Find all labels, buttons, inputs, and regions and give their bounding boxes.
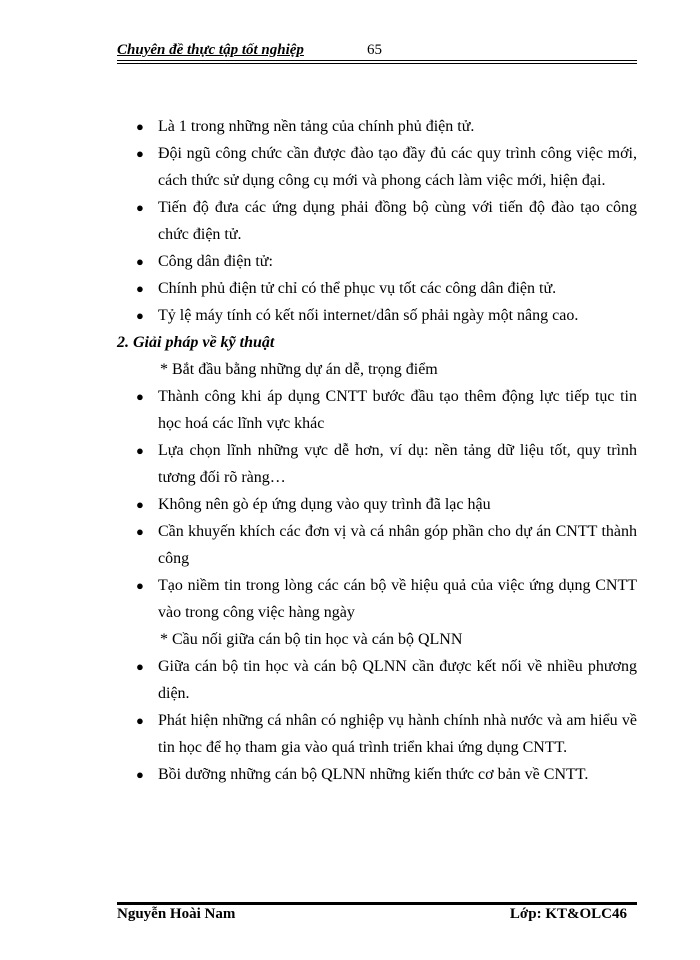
list-item: ● Giữa cán bộ tin học và cán bộ QLNN cần được kết nối về nhiều phương diện. <box>117 653 637 707</box>
header-rule <box>117 60 637 61</box>
bullet-icon: ● <box>136 308 144 323</box>
bullet-icon: ● <box>136 659 144 674</box>
footer-author: Nguyễn Hoài Nam <box>117 906 236 922</box>
list-item: ● Không nên gò ép ứng dụng vào quy trình đã lạc hậu <box>117 491 637 518</box>
list-item: ● Bồi dưỡng những cán bộ QLNN những kiến thức cơ bản về CNTT. <box>117 761 637 788</box>
bullet-icon: ● <box>136 119 144 134</box>
list-item: ● Công dân điện tử: <box>117 248 637 275</box>
list-item: ● Thành công khi áp dụng CNTT bước đầu tạo thêm động lực tiếp tục tin học hoá các lĩnh vực khác <box>117 383 637 437</box>
bullet-icon: ● <box>136 524 144 539</box>
list-item: ● Tạo niềm tin trong lòng các cán bộ về hiệu quả của việc ứng dụng CNTT vào trong công việc hàng ngày <box>117 572 637 626</box>
footer-rule <box>117 902 637 905</box>
document-body <box>117 113 637 788</box>
bullet-icon: ● <box>136 443 144 458</box>
page-header <box>117 42 637 60</box>
header-rule-secondary <box>117 63 637 64</box>
bullet-icon: ● <box>136 254 144 269</box>
list-item: ● Chính phủ điện tử chỉ có thể phục vụ tốt các công dân điện tử. <box>117 275 637 302</box>
footer-class: Lớp: KT&OLC46 <box>509 906 627 922</box>
bullet-icon: ● <box>136 146 144 161</box>
bullet-icon: ● <box>136 767 144 782</box>
bullet-icon: ● <box>136 578 144 593</box>
list-item: ● Đội ngũ công chức cần được đào tạo đầy đủ các quy trình công việc mới, cách thức sử dụng công cụ mới và phong cách làm việc mới, hiện đại. <box>117 140 637 194</box>
bullet-icon: ● <box>136 281 144 296</box>
page-footer <box>117 906 637 926</box>
list-item: ● Tiến độ đưa các ứng dụng phải đồng bộ cùng với tiến độ đào tạo công chức điện tử. <box>117 194 637 248</box>
bullet-icon: ● <box>136 497 144 512</box>
list-item: ● Phát hiện những cá nhân có nghiệp vụ hành chính nhà nước và am hiểu về tin học để họ tham gia vào quá trình triển khai ứng dụng CNTT. <box>117 707 637 761</box>
list-item: ● Lựa chọn lĩnh những vực dễ hơn, ví dụ: nền tảng dữ liệu tốt, quy trình tương đối rõ ràng… <box>117 437 637 491</box>
sub-heading: * Cầu nối giữa cán bộ tin học và cán bộ QLNN <box>160 631 463 648</box>
page-number: 65 <box>367 42 382 58</box>
bullet-icon: ● <box>136 713 144 728</box>
list-item: ● Tỷ lệ máy tính có kết nối internet/dân số phải ngày một nâng cao. <box>117 302 637 329</box>
list-item: ● Là 1 trong những nền tảng của chính phủ điện tử. <box>117 113 637 140</box>
sub-heading: * Bắt đầu bằng những dự án dễ, trọng điểm <box>160 361 438 378</box>
bullet-icon: ● <box>136 389 144 404</box>
header-title: Chuyên đề thực tập tốt nghiệp <box>117 42 304 58</box>
section-heading: 2. Giải pháp về kỹ thuật <box>117 334 275 351</box>
bullet-icon: ● <box>136 200 144 215</box>
list-item: ● Cần khuyến khích các đơn vị và cá nhân góp phần cho dự án CNTT thành công <box>117 518 637 572</box>
